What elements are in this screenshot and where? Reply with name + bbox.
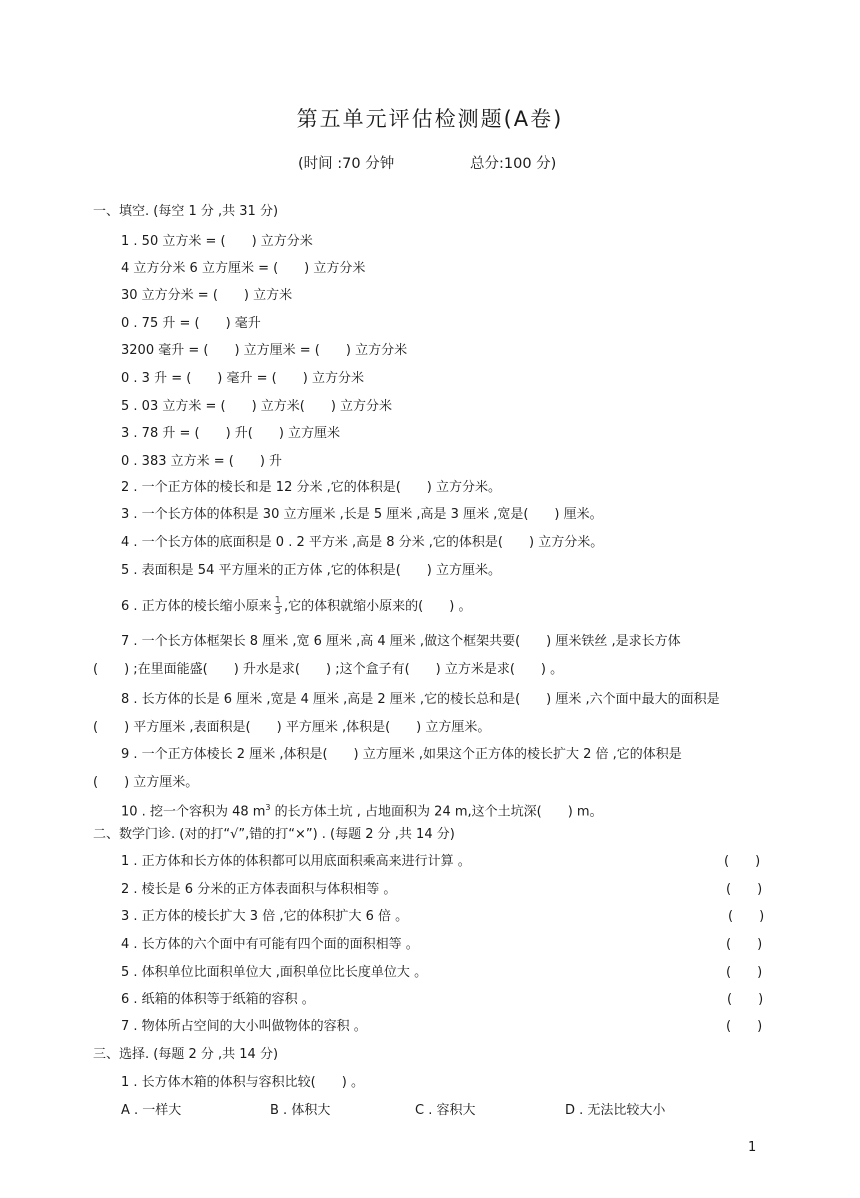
section-3-heading: 三、选择. (每题 2 分 ,共 14 分) bbox=[93, 1047, 279, 1062]
option-d: D . 无法比较大小 bbox=[565, 1103, 666, 1118]
section-1-heading: 一、填空. (每空 1 分 ,共 31 分) bbox=[93, 204, 279, 219]
question-6 bbox=[121, 596, 471, 617]
q1-line: 0 . 75 升 = ( ) 毫升 bbox=[121, 316, 261, 331]
judge-item: 1 . 正方体和长方体的体积都可以用底面积乘高来进行计算 。 bbox=[121, 854, 471, 869]
answer-paren: ( ) bbox=[726, 937, 763, 952]
page-number: 1 bbox=[748, 1140, 757, 1155]
q1-line: 3200 毫升 = ( ) 立方厘米 = ( ) 立方分米 bbox=[121, 343, 408, 358]
question-3: 3 . 一个长方体的体积是 30 立方厘米 ,长是 5 厘米 ,高是 3 厘米 ,宽是( ) 厘米。 bbox=[121, 507, 603, 522]
option-b: B . 体积大 bbox=[270, 1103, 331, 1118]
exam-total-score: 总分:100 分) bbox=[470, 156, 557, 172]
option-a: A . 一样大 bbox=[121, 1103, 182, 1118]
q1-line: 3 . 78 升 = ( ) 升( ) 立方厘米 bbox=[121, 426, 341, 441]
question-8-line-1: 8 . 长方体的长是 6 厘米 ,宽是 4 厘米 ,高是 2 厘米 ,它的棱长总和是( ) 厘米 ,六个面中最大的面积是 bbox=[121, 692, 720, 707]
q1-line: 30 立方分米 = ( ) 立方米 bbox=[121, 288, 293, 303]
fraction-numerator: 1 bbox=[274, 595, 282, 606]
fraction-denominator: 3 bbox=[274, 606, 282, 617]
answer-paren: ( ) bbox=[726, 965, 763, 980]
question-10 bbox=[121, 799, 603, 821]
section-2-heading: 二、数学门诊. (对的打“√”,错的打“×”) . (每题 2 分 ,共 14 分) bbox=[93, 827, 455, 842]
question-7-line-1: 7 . 一个长方体框架长 8 厘米 ,宽 6 厘米 ,高 4 厘米 ,做这个框架共要( ) 厘米铁丝 ,是求长方体 bbox=[121, 634, 681, 649]
question-2: 2 . 一个正方体的棱长和是 12 分米 ,它的体积是( ) 立方分米。 bbox=[121, 480, 502, 495]
page-title: 第五单元评估检测题(A卷) bbox=[296, 107, 564, 131]
cubic-superscript: 3 bbox=[265, 803, 271, 812]
q1-line: 5 . 03 立方米 = ( ) 立方米( ) 立方分米 bbox=[121, 399, 393, 414]
question-8-line-2: ( ) 平方厘米 ,表面积是( ) 平方厘米 ,体积是( ) 立方厘米。 bbox=[93, 720, 491, 735]
judge-item: 5 . 体积单位比面积单位大 ,面积单位比长度单位大 。 bbox=[121, 965, 428, 980]
question-6-text-pre: 6 . 正方体的棱长缩小原来 bbox=[121, 599, 272, 614]
question-7-line-2: ( ) ;在里面能盛( ) 升水是求( ) ;这个盒子有( ) 立方米是求( ) 。 bbox=[93, 662, 564, 677]
judge-item: 4 . 长方体的六个面中有可能有四个面的面积相等 。 bbox=[121, 937, 419, 952]
answer-paren: ( ) bbox=[728, 909, 765, 924]
answer-paren: ( ) bbox=[724, 854, 761, 869]
q1-line: 0 . 3 升 = ( ) 毫升 = ( ) 立方分米 bbox=[121, 371, 364, 386]
question-6-text-post: ,它的体积就缩小原来的( ) 。 bbox=[284, 599, 472, 614]
answer-paren: ( ) bbox=[726, 882, 763, 897]
option-c: C . 容积大 bbox=[415, 1103, 476, 1118]
one-third-fraction bbox=[274, 596, 282, 617]
question-10-text-post: 的长方体土坑 , 占地面积为 24 m,这个土坑深( ) m。 bbox=[270, 804, 603, 820]
question-9-line-2: ( ) 立方厘米。 bbox=[93, 775, 199, 790]
answer-paren: ( ) bbox=[726, 1019, 763, 1034]
answer-paren: ( ) bbox=[727, 992, 764, 1007]
question-10-text-pre: 10 . 挖一个容积为 48 m bbox=[121, 804, 266, 820]
question-5: 5 . 表面积是 54 平方厘米的正方体 ,它的体积是( ) 立方厘米。 bbox=[121, 563, 502, 578]
exam-time: (时间 :70 分钟 bbox=[298, 156, 395, 172]
q1-line: 1 . 50 立方米 = ( ) 立方分米 bbox=[121, 234, 313, 249]
judge-item: 3 . 正方体的棱长扩大 3 倍 ,它的体积扩大 6 倍 。 bbox=[121, 909, 409, 924]
question-9-line-1: 9 . 一个正方体棱长 2 厘米 ,体积是( ) 立方厘米 ,如果这个正方体的棱长扩大 2 倍 ,它的体积是 bbox=[121, 747, 682, 762]
judge-item: 2 . 棱长是 6 分米的正方体表面积与体积相等 。 bbox=[121, 882, 397, 897]
q1-line: 4 立方分米 6 立方厘米 = ( ) 立方分米 bbox=[121, 261, 366, 276]
judge-item: 6 . 纸箱的体积等于纸箱的容积 。 bbox=[121, 992, 315, 1007]
q1-line: 0 . 383 立方米 = ( ) 升 bbox=[121, 454, 283, 469]
choice-question-1: 1 . 长方体木箱的体积与容积比较( ) 。 bbox=[121, 1075, 364, 1090]
judge-item: 7 . 物体所占空间的大小叫做物体的容积 。 bbox=[121, 1019, 367, 1034]
question-4: 4 . 一个长方体的底面积是 0 . 2 平方米 ,高是 8 分米 ,它的体积是( ) 立方分米。 bbox=[121, 535, 604, 550]
